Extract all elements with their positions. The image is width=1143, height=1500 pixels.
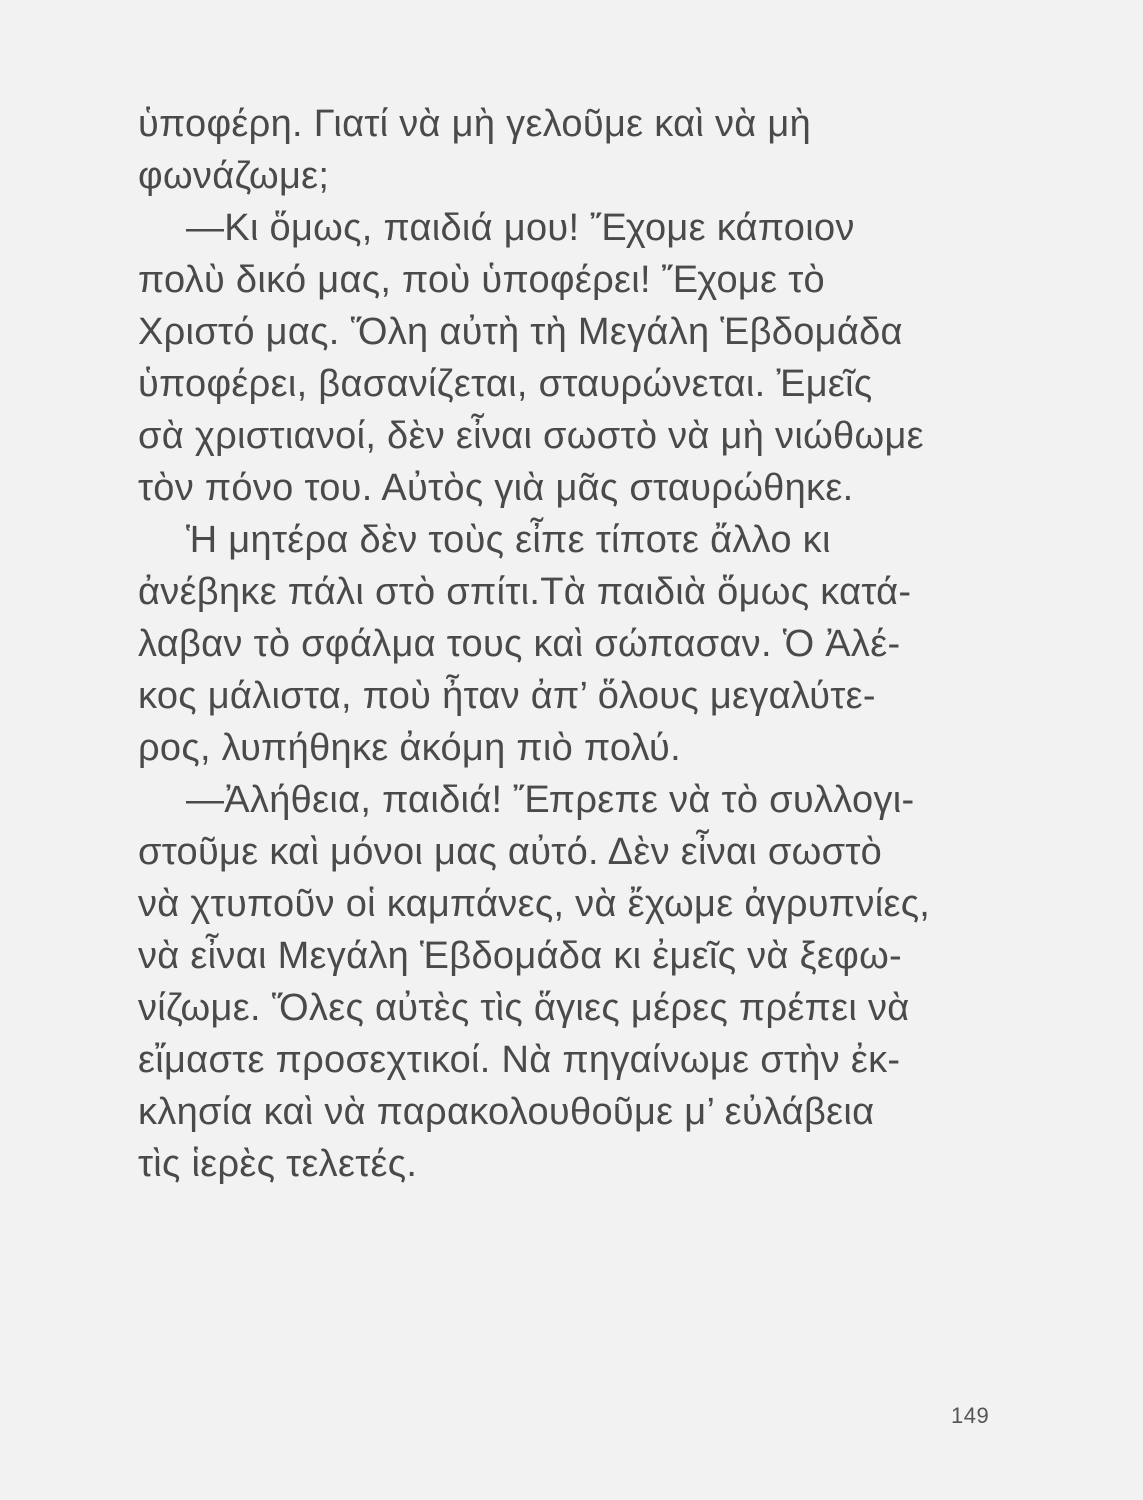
text-line: λαβαν τὸ σφάλμα τους καὶ σώπασαν. Ὁ Ἀλέ- [138, 623, 901, 665]
text-line: τὶς ἱερὲς τελετές. [138, 1143, 418, 1185]
text-line: νίζωμε. Ὅλες αὐτὲς τὶς ἅγιες μέρες πρέπει νὰ [138, 987, 910, 1029]
text-line: πολὺ δικό μας, ποὺ ὑποφέρει! Ἔχομε τὸ [138, 259, 825, 301]
text-line: τὸν πόνο του. Αὐτὸς γιὰ μᾶς σταυρώθηκε. [138, 467, 854, 509]
text-line: νὰ χτυποῦν οἱ καμπάνες, νὰ ἔχωμε ἀγρυπνίες, [138, 883, 931, 925]
text-line: κος μάλιστα, ποὺ ἦταν ἀπ’ ὅλους μεγαλύτε- [138, 675, 876, 717]
text-line: Ἡ μητέρα δὲν τοὺς εἶπε τίποτε ἄλλο κι [186, 519, 831, 561]
text-line: ἀνέβηκε πάλι στὸ σπίτι.Τὰ παιδιὰ ὅμως κατά- [138, 571, 912, 613]
text-line: ὑποφέρει, βασανίζεται, σταυρώνεται. Ἐμεῖς [138, 363, 873, 405]
text-line: Χριστό μας. Ὅλη αὐτὴ τὴ Μεγάλη Ἑβδομάδα [138, 311, 903, 353]
page-body [138, 98, 998, 1190]
text-line: ὑποφέρη. Γιατί νὰ μὴ γελοῦμε καὶ νὰ μὴ [138, 103, 812, 145]
text-line: —Κι ὅμως, παιδιά μου! Ἔχομε κάποιον [186, 207, 855, 249]
text-line: κλησία καὶ νὰ παρακολουθοῦμε μ’ εὐλάβεια [138, 1091, 875, 1133]
text-line: σὰ χριστιανοί, δὲν εἶναι σωστὸ νὰ μὴ νιώθωμε [138, 415, 924, 457]
page-number: 149 [951, 1403, 990, 1428]
text-line: εἴμαστε προσεχτικοί. Νὰ πηγαίνωμε στὴν ἐκ- [138, 1039, 901, 1081]
text-line: νὰ εἶναι Μεγάλη Ἑβδομάδα κι ἐμεῖς νὰ ξεφω- [138, 935, 903, 977]
text-line: φωνάζωμε; [138, 155, 330, 197]
text-line: στοῦμε καὶ μόνοι μας αὐτό. Δὲν εἶναι σωστὸ [138, 831, 883, 873]
text-line: —Ἀλήθεια, παιδιά! Ἔπρεπε νὰ τὸ συλλογι- [186, 779, 915, 821]
text-line: ρος, λυπήθηκε ἀκόμη πιὸ πολύ. [138, 727, 681, 769]
